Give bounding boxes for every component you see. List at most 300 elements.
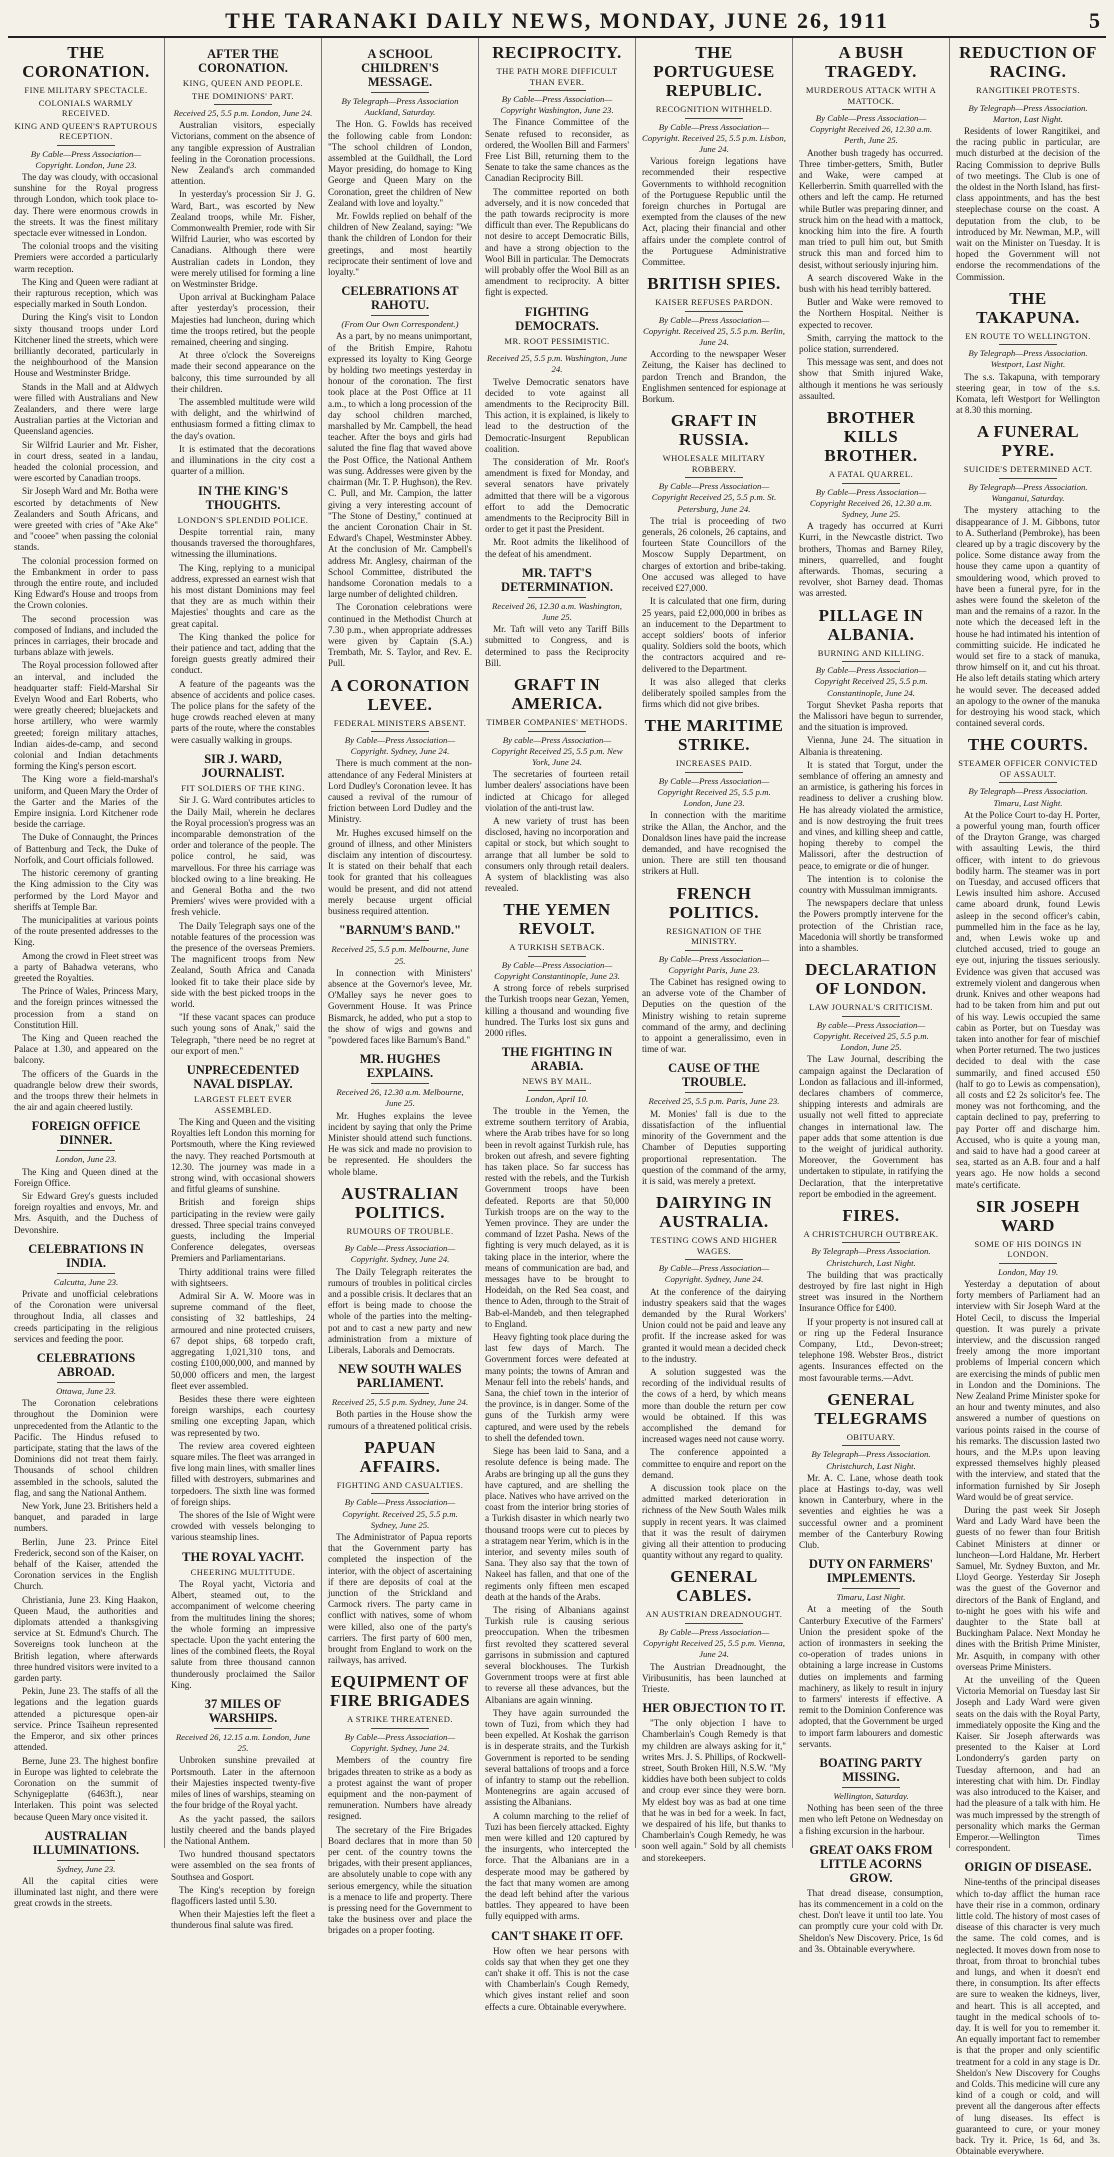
divider-rule: [842, 1242, 900, 1243]
divider-rule: [685, 1259, 743, 1260]
article-paragraph: The trial is proceeding of two generals, 26 colonels, 26 captains, and fourteen State Councillors of the Moscow Supply Department, on charges of extortion and bribe-taking. One accused was alleged to have received £27,000.: [642, 515, 786, 594]
article-paragraph: If your property is not insured call at or ring up the Federal Insurance Company, Ltd., Devon-street; telephone 198. Webster Bros., district agents. Insurances effected on the most favourable terms.—Advt.: [799, 1316, 943, 1383]
article-paragraph: The King's reception by foreign flagofficers lasted until 5.30.: [171, 1884, 315, 1906]
article-headline: PILLAGE IN ALBANIA.: [818, 605, 924, 644]
article: [328, 1362, 472, 1432]
article-dateline: Received 25, 5.5 p.m. Melbourne, June 25.: [331, 944, 469, 966]
article-subheadline: RECOGNITION WITHHELD.: [655, 104, 773, 114]
article-paragraph: It is estimated that the decorations and illuminations in the city cost a quarter of a million.: [171, 443, 315, 477]
article: [14, 1829, 158, 1910]
divider-rule: [842, 1445, 900, 1446]
article-paragraph: Admiral Sir A. W. Moore was in supreme command of the fleet, consisting of 32 battleships, 24 armoured and nine protected cruisers, 67 depot ships, 68 torpedo craft, aggregating 1,021,310 tons, and costing £100,000,000, and manned by 50,000 officers and men, the largest fleet ever assembled.: [171, 1291, 315, 1391]
article-subheadline: CAN'T SHAKE IT OFF.: [491, 1928, 623, 1943]
article-paragraph: Vienna, June 24. The situation in Albania is threatening.: [799, 735, 943, 757]
article-paragraph: The building that was practically destroyed by fire last night in High street was insured in the Northern Insurance Office for £400.: [799, 1269, 943, 1314]
article-subheadline: MURDEROUS ATTACK WITH A MATTOCK.: [805, 85, 937, 106]
article-paragraph: The review area covered eighteen square miles. The fleet was arranged in five long main lines, with smaller lines filled with destroyers, submarines and torpedoers. The sixth line was formed of foreign ships.: [171, 1440, 315, 1507]
article: [485, 1929, 629, 2013]
article-dateline: (From Our Own Correspondent.): [341, 319, 459, 330]
article-subheadline: FOREIGN OFFICE DINNER.: [31, 1119, 141, 1148]
article-paragraph: New York, June 23. Britishers held a banquet, and paraded in large numbers.: [14, 1501, 158, 1534]
article-dateline: By Cable—Press Association—Copyright Received 25, 5.5 p.m. Vienna, June 24.: [642, 1626, 786, 1660]
article-paragraph: They have again surrounded the town of Tuzi, from which they had been expelled. At Koshak the garrison is in desperate straits, and the Turkish Government is reported to be sending several battalions of troops and a force of infantry to stamp out the rebellion. Montenegrins are again accused of assisting the Albanians.: [485, 1707, 629, 1808]
article-paragraph: The Law Journal, describing the campaign against the Declaration of London as fallacious and ill-informed, declares chambers of commerce, shipping interests and admirals are usually not well fitted to appreciate changes in international law. The paper adds that some attention is due to the weight of juridical authority. Moreover, the Government has undertaken to stipulate, in ratifying the Declaration, that the interpretative report be embodied in the agreement.: [799, 1054, 943, 1199]
article-subheadline: FIGHTING DEMOCRATS.: [515, 304, 599, 333]
article: [485, 1045, 629, 1922]
divider-rule: [685, 118, 743, 119]
article: [14, 1119, 158, 1235]
article-headline: FRENCH POLITICS.: [669, 883, 759, 922]
divider-rule: [214, 1728, 272, 1729]
article-dateline: By Cable—Press Association—Copyright Received 26, 12.30 a.m. Perth, June 25.: [809, 113, 933, 146]
article-paragraph: A search discovered Wake in the bush with his head terribly battered.: [799, 272, 943, 295]
article-paragraph: "If these vacant spaces can produce such young sons of Anak," said the Telegraph, "there need be no regret at our export of men.": [171, 1012, 315, 1056]
article: [799, 1843, 943, 1955]
article-paragraph: Various foreign legations have recommended their respective Governments to withhold recognition of the Portuguese Republic until the foreign churches in Portugal are exempted from the clauses of the new Act, placing their financial and other affairs under the complete control of the Portuguese Administrative Committee.: [642, 156, 786, 267]
article-paragraph: According to the newspaper Weser Zeitung, the Kaiser has declined to pardon Trench and Brandon, the Englishmen sentenced for espionage at Borkum.: [642, 349, 786, 405]
divider-rule: [528, 1090, 586, 1091]
article-headline: THE COURTS.: [967, 735, 1089, 755]
article-headline: THE YEMEN REVOLT.: [503, 900, 611, 939]
article-dateline: By Telegraph—Press Association. Westport, Last Night.: [968, 348, 1088, 370]
article-paragraph: Mr. Taft will veto any Tariff Bills submitted to Congress, and is determined to pass the Reciprocity Bill.: [485, 624, 629, 668]
divider-rule: [214, 104, 272, 105]
article-paragraph: Yesterday a deputation of about forty members of Parliament had an interview with Sir Joseph Ward at the Hotel Cecil, to discuss the Imperial question. It was purely a private interview, and the discussion ranged freely among the more important problems of Imperial concern which are exercising the minds of public men in London and the Dominions. The New Zealand Prime Minister spoke for an hour and twenty minutes, and also answered a number of questions on various points raised in the course of his remarks. The discussion lasted two hours, and the M.P.s upon leaving expressed themselves highly pleased with the interview, and stated that the information furnished by Sir Joseph Ward would be of great service.: [956, 1278, 1100, 1502]
article-subheadline: LARGEST FLEET EVER ASSEMBLED.: [193, 1094, 293, 1115]
article: [171, 1550, 315, 1692]
divider-rule: [842, 1016, 900, 1017]
article-subheadline: 37 MILES OF WARSHIPS.: [204, 1697, 282, 1726]
article-subheadline: KING AND QUEEN'S RAPTUROUS RECEPTION.: [14, 120, 158, 141]
article-paragraph: The historic ceremony of granting the King admission to the City was performed by the Lord Mayor and sheriffs at Temple Bar.: [14, 868, 158, 912]
article-subheadline: A SCHOOL CHILDREN'S MESSAGE.: [361, 47, 439, 89]
article-paragraph: A discussion took place on the admitted marked deterioration in richness of the New South Wales milk supply in recent years. It was claimed that it was the result of dairymen giving all their attention to producing quantity without any regard to quality.: [642, 1482, 786, 1561]
article-dateline: By Telegraph—Press Association. Marton, Last Night.: [968, 102, 1088, 124]
article-paragraph: The Royal procession followed after an interval, and included the headquarter staff: Field-Marshal Sir Evelyn Wood and Earl Roberts, who were greatly cheered; bluejackets and horse artillery, who were warmly greeted; foreign military attaches, Indian aides-de-camp, and second colonial and Indian detachments forming the King's person escort.: [14, 660, 158, 772]
article-subheadline: TESTING COWS AND HIGHER WAGES.: [650, 1235, 778, 1256]
divider-rule: [528, 597, 586, 598]
article-paragraph: The intention is to colonise the country with Mussulman immigrants.: [799, 873, 943, 895]
article-subheadline: TIMBER COMPANIES' METHODS.: [486, 717, 628, 728]
article-paragraph: During the past week Sir Joseph Ward and Lady Ward have been the guests of no fewer than four British Cabinet Ministers at dinner or luncheon—Lord Haldane, Mr. Herbert Samuel, Mr. Sydney Buxton, and Mr. Lloyd George. Yesterday Sir Joseph was the guest of the Governor and directors of the Bank of England, and to-night he goes with his wife and daughter to the State ball at Buckingham Palace. Next Monday he dines with the British Prime Minister, Mr. Asquith, in company with other overseas Prime Ministers.: [956, 1505, 1100, 1672]
article-dateline: Received 25, 5.5 p.m. London, June 24.: [173, 108, 313, 118]
article-dateline: By cable—Press Association—Copyright Received 25, 5.5 p.m. New York, June 24.: [491, 734, 623, 767]
divider-rule: [842, 1787, 900, 1788]
article: [642, 1701, 786, 1864]
article-dateline: By Cable—Press Association—Copyright Received 25, 5.5 p.m. London, June 23.: [657, 775, 771, 809]
article-paragraph: Sir Edward Grey's guests included foreign royalties and envoys, Mr. and Mrs. Asquith, and the Duchess of Devonshire.: [14, 1190, 158, 1235]
article: [642, 1567, 786, 1695]
article-paragraph: Nine-tenths of the principal diseases which to-day afflict the human race have their rise in a common, ordinary little cold. The history of most cases of disease of this character is very much the same. The cold comes, and is neglected. It moves down from nose to throat, from throat to bronchial tubes and lungs, and when it doesn't end there, in consumption. Its after effects are sure to weaken the kidneys, liver, and heart. This is all accepted, and taught in the medical schools of to-day. It is well for you to remember it. An equally important fact to remember is that the proper and only scientific treatment for a cold in any stage is Dr. Sheldon's New Discovery for Coughs and Colds. This medicine will cure any kind of a cough or cold, and will prevent all the dangerous after effects of lung diseases. Its effect is guaranteed to cure, or your money back. Try it. Price, 1s 6d, and 3s. Obtainable everywhere.: [956, 1877, 1100, 2157]
divider-rule: [842, 1588, 900, 1589]
divider-rule: [528, 90, 586, 91]
article-paragraph: Smith, carrying the mattock to the police station, surrendered.: [799, 332, 943, 355]
article-subheadline: CAUSE OF THE TROUBLE.: [668, 1061, 760, 1090]
divider-rule: [57, 1273, 115, 1274]
article-dateline: By cable—Press Association—Copyright. Received 25, 5.5 p.m. London, June 25.: [813, 1019, 929, 1053]
article-paragraph: The Cabinet has resigned owing to an adverse vote of the Chamber of Deputies on the question of the Ministry wishing to retain supreme command of the army, and declining to appoint a generalissimo, even in time of war.: [642, 977, 786, 1055]
article-paragraph: During the King's visit to London sixty thousand troops under Lord Kitchener lined the streets, which were brilliantly decorated, particularly in the neighbourhood of the Mansion House and Westminster Bridge.: [14, 312, 158, 379]
article-paragraph: In connection with Ministers' absence at the Governor's levee, Mr. O'Malley says he never goes to Government House. It was Prince Bismarck, he added, who put a stop to the show of wigs and gowns and "powdered faces like Barnum's Band.": [328, 967, 472, 1045]
article-paragraph: Both parties in the House show the rumours of a threatened political crisis.: [328, 1409, 472, 1431]
article: [956, 422, 1100, 729]
article-paragraph: A tragedy has occurred at Kurri Kurri, in the Newcastle district. Two brothers, Thomas and Barney Riley, miners, quarrelled, and fought afterwards. Thomas, securing a revolver, shot Barney dead. Thomas was arrested.: [799, 521, 943, 599]
article-headline: A FUNERAL PYRE.: [976, 422, 1080, 461]
article-paragraph: The municipalities at various points of the route presented addresses to the King.: [14, 914, 158, 948]
divider-rule: [371, 1083, 429, 1084]
article-paragraph: The King thanked the police for their patience and tact, adding that the foreign guests greatly admired their conduct.: [171, 631, 315, 676]
article: [799, 960, 943, 1200]
article-paragraph: Sir Wilfrid Laurier and Mr. Fisher, in court dress, seated in a landau, headed the colonial procession, and were escorted by Canadian troops.: [14, 439, 158, 484]
article-headline: GRAFT IN RUSSIA.: [670, 411, 758, 450]
divider-rule: [999, 99, 1057, 100]
article: [799, 1557, 943, 1750]
divider-rule: [685, 772, 743, 773]
article-paragraph: The King wore a field-marshal's uniform, and Queen Mary the Order of the Garter and the Maries of the Empire insignia. Lord Kitchener rode beside the carriage.: [14, 774, 158, 830]
article-subheadline: EN ROUTE TO WELLINGTON.: [965, 330, 1091, 341]
divider-rule: [685, 1623, 743, 1624]
article-subheadline: RESIGNATION OF THE MINISTRY.: [666, 925, 762, 947]
article-subheadline: RUMOURS OF TROUBLE.: [346, 1225, 454, 1236]
article-paragraph: This message was sent, and does not show that Smith injured Wake, although it mentions he was seriously assaulted.: [799, 357, 943, 401]
article-headline: REDUCTION OF RACING.: [959, 43, 1097, 81]
article-paragraph: Twelve Democratic senators have decided to vote against all amendments to the Reciprocity Bill. This action, it is explained, is likely to lead to the destruction of the Democratic-Insurgent Republican coalition.: [485, 376, 629, 454]
article-headline: THE PORTUGUESE REPUBLIC.: [653, 43, 775, 100]
article-dateline: By Telegraph—Press Association. Wanganui, Saturday.: [968, 481, 1088, 504]
divider-rule: [999, 1263, 1057, 1264]
article: [956, 1860, 1100, 2157]
article-paragraph: Despite torrential rain, many thousands traversed the thoroughfares, witnessing the illuminations.: [171, 527, 315, 560]
article: [171, 752, 315, 1057]
article-dateline: By Cable—Press Association—Copyright. Sydney, June 24.: [344, 1243, 456, 1265]
article-paragraph: The Prince of Wales, Princess Mary, and the foreign princes witnessed the procession from a stand on Constitution Hill.: [14, 986, 158, 1030]
article-subheadline: NEW SOUTH WALES PARLIAMENT.: [338, 1362, 462, 1391]
article-paragraph: The Coronation celebrations were continued in the Methodist Church at 7.30 p.m., when appropriate addresses were given by Captain (S.A.) Trembath, Mr. S. Taylor, and Rev. E. Pull.: [328, 602, 472, 669]
article-headline: DECLARATION OF LONDON.: [805, 960, 937, 999]
article-paragraph: As the yacht passed, the sailors lustily cheered and the bands played the National Anthem.: [171, 1813, 315, 1846]
article-subheadline: NEWS BY MAIL.: [522, 1076, 592, 1087]
article: [956, 43, 1100, 283]
article-paragraph: In yesterday's procession Sir J. G. Ward, Bart., was escorted by New Zealand troops, while Mr. Fisher, Commonwealth Premier, rode with Sir Wilfrid Laurier, who was escorted by Canadians. Although there were Australian cadets in London, they were merely utilised for forming a line on Westminster Bridge.: [171, 189, 315, 290]
article-dateline: By Cable—Press Association—Copyright. Received 25, 5.5 p.m. Berlin, June 24.: [643, 314, 785, 348]
article-paragraph: The s.s. Takapuna, with temporary steering gear, in tow of the s.s. Komata, left Westport for Wellington at 8.30 this morning.: [956, 371, 1100, 416]
article-dateline: By Cable—Press Association—Copyright. Received 25, 5.5 p.m. Lisbon, June 24.: [642, 121, 786, 154]
article: [485, 566, 629, 669]
article-subheadline: A TURKISH SETBACK.: [509, 942, 605, 953]
masthead-title: THE TARANAKI DAILY NEWS, MONDAY, JUNE 26, 1911: [225, 8, 889, 33]
article-paragraph: Residents of lower Rangitikei, and the racing public in particular, are much disturbed at the decision of the Racing Commission to deprive Bulls of two meetings. The Club is one of the oldest in the North Island, has first-class appointments, and has the best steeplechase course on the coast. A deputation from the club, to be introduced by Mr. Newman, M.P., will wait on the Minister on Tuesday. It is hoped the Government will not endorse the recommendations of the Commission.: [956, 125, 1100, 282]
article-paragraph: At three o'clock the Sovereigns made their second appearance on the balcony, this time surrounded by all their children.: [171, 350, 315, 394]
article: [328, 47, 472, 278]
article-headline: PAPUAN AFFAIRS.: [359, 1437, 441, 1476]
article-dateline: By Telegraph—Press Association. Christchurch, Last Night.: [811, 1449, 931, 1471]
article: [14, 1351, 158, 1823]
article-headline: THE MARITIME STRIKE.: [644, 716, 784, 755]
divider-rule: [685, 950, 743, 951]
article-headline: A CORONATION LEVEE.: [330, 675, 470, 714]
article-paragraph: The King and Queen were radiant at their rapturous reception, which was especially marked in South London.: [14, 276, 158, 310]
divider-rule: [57, 145, 115, 146]
article-headline: GRAFT IN AMERICA.: [511, 675, 603, 714]
article-dateline: By Cable—Press Association—Copyright. Sydney, June 24.: [658, 1263, 770, 1285]
article-headline: BROTHER KILLS BROTHER.: [824, 408, 918, 466]
article: [799, 408, 943, 600]
divider-rule: [371, 1728, 429, 1729]
article-subheadline: FINE MILITARY SPECTACLE.: [24, 85, 148, 95]
article-paragraph: The mystery attaching to the disappearance of J. M. Gibbons, tutor to A. Sutherland (Pembroke), has been cleared up by a tragic discovery by the police. Some distance away from the house they came upon a quantity of smouldering wood, which proved to have been a funeral pyre, for in the ashes were found the skeleton of the man and the remains of a razor. In the note which the deceased left in the house he had intimated his intention of committing suicide. He indicated he would set fire to a stack of manuka, throw himself on it, and cut his throat. He also left details stating which artery he would sever. The deceased added an apology to the owner of the manuka for destroying his wood stack, which contained several cords.: [956, 505, 1100, 729]
article-dateline: London, May 19.: [997, 1266, 1059, 1277]
article-paragraph: A feature of the pageants was the absence of accidents and police cases. The police plans for the safety of the huge crowds reached eleven at many parts of the route, where the constables were casually walking in groups.: [171, 678, 315, 745]
article-subheadline: KING, QUEEN AND PEOPLE.: [182, 78, 304, 88]
article: [642, 274, 786, 405]
article-subheadline: A FATAL QUARREL.: [828, 469, 914, 480]
article-subheadline: RANGITIKEI PROTESTS.: [976, 85, 1080, 95]
article-subheadline: HER OBJECTION TO IT.: [642, 1701, 786, 1716]
article: [328, 1184, 472, 1357]
article-paragraph: The shores of the Isle of Wight were crowded with vessels belonging to various steamship lines.: [171, 1509, 315, 1543]
article-paragraph: How often we hear persons with colds say that when they get one they can't shake it off. This is not the case with Chamberlain's Cough Remedy, which gives instant relief and soon effects a cure. Obtainable everywhere.: [485, 1945, 629, 2012]
article-paragraph: The committee reported on both adversely, and it is now conceded that the path towards reciprocity is more difficult than ever. The Republicans do not desire to accept Democratic Bills, and have a strong objection to the Wool Bill in particular. The Democrats will probably offer the Wool Bill as an amendment to reciprocity. A bitter fight is expected.: [485, 186, 629, 298]
column-5: [635, 38, 792, 1863]
article: [485, 305, 629, 560]
article-subheadline: ORIGIN OF DISEASE.: [964, 1860, 1092, 1875]
article-paragraph: Berlin, June 23. Prince Eitel Frederick, second son of the Kaiser, on behalf of the Kaiser, attended the Coronation services in the English Church.: [14, 1536, 158, 1592]
article: [642, 1193, 786, 1561]
article-subheadline: THE PATH MORE DIFFICULT THAN EVER.: [496, 66, 618, 87]
article-paragraph: The trouble in the Yemen, the extreme southern territory of Arabia, where the Arab tribes have for so long been in revolt against Turkish rule, has broken out afresh, and severe fighting has taken place. So far success has rested with the rebels, and the Turkish Government troops have been defeated. Reports are that 50,000 Turkish troops are on the way to the Yemen province. They are under the command of Izzet Pasha. News of the fighting is very much delayed, as it is taking place in the interior, where the means of communication are bad, and messages have to be brought to Hodeidah, on the Red Sea coast, and thence to Aden, through to the Strait of Bab-el-Mandeb, and then telegraphed to England.: [485, 1106, 629, 1329]
article-paragraph: "The only objection I have to Chamberlain's Cough Remedy is that my children are always asking for it," writes Mrs. J. S. Phillips, of Rockwell-street, South Broken Hill, N.S.W. "My kiddies have both been subject to colds and croup ever since they were born. My eldest boy was as bad at one time that he was in bed for a week. In fact, we despaired of his life, but thanks to Chamberlain's Cough Remedy, he was soon well again." Sold by all chemists and storekeepers.: [642, 1718, 786, 1863]
article-subheadline: STEAMER OFFICER CONVICTED OF ASSAULT.: [958, 758, 1098, 779]
article-dateline: Received 25, 5.5 p.m. Paris, June 23.: [648, 1096, 780, 1107]
article-paragraph: Siege has been laid to Sana, and a resolute defence is being made. The Arabs are bringing up all the guns they have captured, and are shelling the place. Natives who have arrived on the coast from the interior bring stories of a Turkish disaster in which nearly two thousand troops were cut to pieces by a stratagem near Yerim, which is in the interior, and seventy miles south of Sana. They also say that the town of Nakeel has fallen, and that one of the regiments only fifteen men escaped death at the hands of the Arabs.: [485, 1446, 629, 1602]
article-subheadline: CELEBRATIONS ABROAD.: [36, 1351, 136, 1379]
divider-rule: [371, 1493, 429, 1494]
article: [799, 1390, 943, 1551]
divider-rule: [371, 92, 429, 93]
article-dateline: By Cable—Press Association—Copyright. Sydney, June 24.: [344, 1731, 456, 1754]
article-paragraph: Mr. Hughes excused himself on the ground of illness, and other Ministers disclaim any intention of discourtesy. It is stated on their behalf that each took for granted that his colleagues would be present, and did not attend merely because urgent official business required attention.: [328, 827, 472, 917]
article-subheadline: MR. ROOT PESSIMISTIC.: [504, 335, 610, 346]
article: [642, 716, 786, 877]
article-paragraph: The Administrator of Papua reports that the Government party has completed the inspection of the interior, with the object of ascertaining if there are deposits of coal at the junction of the Strickland and Carmock rivers. The party came in conflict with natives, some of whom were killed, also one of the party's carriers. The first party of 600 men, brought from England to work on the railways, has arrived.: [328, 1532, 472, 1666]
article-dateline: By Cable—Press Association—Copyright Washington, June 23.: [500, 94, 614, 116]
article-headline: DAIRYING IN AUSTRALIA.: [656, 1193, 772, 1232]
article-dateline: By Telegraph—Press Association. Timaru, Last Night.: [968, 786, 1088, 808]
article-paragraph: The Duke of Connaught, the Princes of Battenburg and Teck, the Duke of Norfolk, and Court officials followed.: [14, 832, 158, 865]
column-2: [164, 38, 321, 1931]
article-subheadline: A STRIKE THREATENED.: [347, 1714, 453, 1725]
article-dateline: By Cable—Press Association—Copyright Received 26, 12.30 a.m. Sydney, June 25.: [809, 486, 933, 519]
article-paragraph: A new variety of trust has been disclosed, having no incorporation and capital or stock, but which sought to arrange that all lumber be sold to consumers only through retail dealers. A system of blacklisting was also revealed.: [485, 815, 629, 894]
article-dateline: Received 26, 12.30 a.m. Washington, June 25.: [492, 600, 622, 623]
article-paragraph: Pekin, June 23. The staffs of all the legations and the legation guards attended a picturesque open-air service. Prince Tsaiheun represented the Emperor, and six other princes attended.: [14, 1686, 158, 1753]
article-subheadline: UNPRECEDENTED NAVAL DISPLAY.: [186, 1063, 300, 1092]
article-paragraph: The conference appointed a committee to enquire and report on the demand.: [642, 1447, 786, 1480]
divider-rule: [371, 315, 429, 316]
columns: [8, 38, 1106, 2157]
column-4: [478, 38, 635, 2012]
article-subheadline: KAISER REFUSES PARDON.: [655, 297, 773, 308]
article-paragraph: Mr. Hughes explains the levee incident by saying that only the Prime Minister should attend such functions. He was sick and made no provision to be represented. He shoulders the whole blame.: [328, 1110, 472, 1177]
article-paragraph: Nothing has been seen of the three men who left Petone on Wednesday on a fishing excursion in the harbour.: [799, 1803, 943, 1836]
divider-rule: [685, 1092, 743, 1093]
article: [14, 1242, 158, 1345]
article-paragraph: The King, replying to a municipal address, expressed an earnest wish that his most distant Dominions may feel that they are as much within their Majesties' thoughts and care as the great capital.: [171, 562, 315, 629]
article-paragraph: A strong force of rebels surprised the Turkish troops near Gezan, Yemen, killing a thousand and wounding five hundred. The Turks lost six guns and 2000 rifles.: [485, 983, 629, 1039]
article-paragraph: A column marching to the relief of Tuzi has been fiercely attacked. Eighty men were killed and 120 captured by the insurgents, who intercepted the force. That the Albanians are in a desperate mood may be gathered by the fact that many women are among the dead left behind after the various battles. They appeared to have been fully equipped with arms.: [485, 1810, 629, 1922]
article-headline: AUSTRALIAN POLITICS.: [341, 1183, 459, 1222]
article: [956, 735, 1100, 1190]
article-dateline: Received 25, 5.5 p.m. Washington, June 24.: [487, 353, 627, 375]
article-subheadline: CELEBRATIONS AT RAHOTU.: [341, 284, 459, 313]
article-paragraph: The newspapers declare that unless the Powers promptly intervene for the protection of the Christian race, Macedonia will shortly be transformed into a shambles.: [799, 898, 943, 953]
article-subheadline: THE DOMINIONS' PART.: [192, 90, 294, 101]
article-subheadline: BOATING PARTY MISSING.: [819, 1756, 923, 1785]
article-paragraph: Christiania, June 23. King Haakon, Queen Maud, the authorities and diplomats attended a thanksgiving service at St. Edmund's Church. The Sovereigns took luncheon at the British legation, where afterwards three hundred visitors were invited to a garden party.: [14, 1594, 158, 1684]
divider-rule: [842, 483, 900, 484]
article-dateline: London, June 23.: [55, 1154, 117, 1165]
divider-rule: [57, 1382, 115, 1383]
article-paragraph: The colonial troops and the visiting Premiers were accorded a particularly warm reception.: [14, 241, 158, 274]
article: [799, 1206, 943, 1384]
article-subheadline: FIT SOLDIERS OF THE KING.: [181, 782, 305, 793]
article-paragraph: Sir Joseph Ward and Mr. Botha were escorted by detachments of New Zealanders and South Africans, and were greeted with cries of "Ake Ake" and "cooee" when passing the colonial stands.: [14, 486, 158, 553]
article: [485, 900, 629, 1039]
article-paragraph: Mr. Root admits the likelihood of the defeat of his amendment.: [485, 537, 629, 559]
article-dateline: By Cable—Press Association—Copyright Received 25, 5.5 p.m. Constantinople, June 24.: [814, 665, 928, 698]
article-dateline: By Cable—Press Association—Copyright Constantinople, June 23.: [494, 959, 620, 982]
article-subheadline: WHOLESALE MILITARY ROBBERY.: [662, 453, 766, 474]
article-dateline: Received 25, 5.5 p.m. Sydney, June 24.: [331, 1397, 469, 1408]
article-paragraph: The second procession was composed of Indians, and included the princes in carriages, their brocade and turbans ablaze with jewels.: [14, 613, 158, 658]
article-paragraph: All the capital cities were illuminated last night, and there were great crowds in the streets.: [14, 1875, 158, 1909]
article-dateline: By Cable—Press Association—Copyright. London, June 23.: [30, 148, 142, 170]
article-subheadline: AUSTRALIAN ILLUMINATIONS.: [32, 1828, 140, 1857]
article-headline: FIRES.: [842, 1205, 900, 1225]
article-paragraph: Private and unofficial celebrations of the Coronation were universal throughout India, all classes and creeds participating in the religious services and feeding the poor.: [14, 1288, 158, 1344]
article-paragraph: The Daily Telegraph says one of the notable features of the procession was the presence of the overseas Premiers. The magnificent troops from New Zealand, South Africa and Canada looked fit to take their place side by side with the best picked troops in the world.: [171, 920, 315, 1010]
article-paragraph: Among the crowd in Fleet street was a party of Bahadwa veterans, who greeted the Royalties.: [14, 950, 158, 983]
divider-rule: [528, 731, 586, 732]
article-paragraph: The day was cloudy, with occasional sunshine for the Royal progress through London, which took place to-day. There were enormous crowds in the streets. It was the finest military spectacle ever witnessed in London.: [14, 171, 158, 238]
article-paragraph: Besides these there were eighteen foreign warships, each courtesy smiling one excepting Japan, which was represented by two.: [171, 1393, 315, 1438]
article-paragraph: Torgut Shevket Pasha reports that the Malissori have begun to surrender, and the situation is improved.: [799, 699, 943, 733]
article-subheadline: INCREASES PAID.: [675, 758, 753, 769]
article-paragraph: Sir J. G. Ward contributes articles to the Daily Mail, wherein he declares the Royal procession's progress was an incomparable demonstration of the order and tolerance of the people. The police control, he said, was marvellous. For three his carriage was blocked owing to a line breaking. He and General Botha and the two Premiers' wives were provided with a fresh vehicle.: [171, 795, 315, 918]
article-paragraph: A solution suggested was the recording of the individual results of the cows of a herd, by which means more than double the return per cow would be obtained. If this was accomplished the demand for increased wages need not cause worry.: [642, 1366, 786, 1445]
article: [642, 1061, 786, 1187]
article-dateline: By Cable—Press Association—Copyright Paris, June 23.: [658, 953, 770, 975]
article-paragraph: The Royal yacht, Victoria and Albert, steamed out, to the accompaniment of welcome cheering from the multitudes lining the shores; the whole forming an impressive spectacle. Upon the yacht entering the lines of the combined fleets, the Royal salute from three thousand cannon thunderously proclaimed the Sailor King.: [171, 1579, 315, 1690]
article: [642, 884, 786, 1056]
article-subheadline: COLONIALS WARMLY RECEIVED.: [38, 97, 134, 118]
divider-rule: [371, 1393, 429, 1394]
article-paragraph: It is calculated that one firm, during 25 years, paid £2,000,000 in bribes as an inducement to the Department to accept soldiers' boots of inferior quality. Soldiers sold the boots, which the contractors acquired and re-delivered to the Department.: [642, 596, 786, 674]
article: [328, 923, 472, 1046]
article: [956, 289, 1100, 417]
article: [328, 284, 472, 669]
article-paragraph: The secretaries of fourteen retail lumber dealers' associations have been indicted at Chicago for alleged violation of the anti-trust law.: [485, 769, 629, 813]
divider-rule: [842, 109, 900, 110]
article-headline: SIR JOSEPH WARD: [976, 1196, 1080, 1235]
divider-rule: [57, 1860, 115, 1861]
article-paragraph: As a part, by no means unimportant, of the British Empire, Rahotu expressed its loyalty to King George by holding two meetings yesterday in honour of the coronation. The first took place at the Post Office at 11 a.m., to which a long procession of the day school children marched, marshalled by Mr. Campbell, the head teacher. After the boys and girls had saluted the fine flag that waved above the Post Office, the National Anthem was sung. Addresses were given by the chairman (Mr. T. P. Hughson), the Rev. C. Pull, and Mr. Campion, the latter giving a very interesting account of "The Stone of Destiny," continued at the ancient Coronation Chair in St. Edward's Chapel, Westminster Abbey. At the conclusion of Mr. Campbell's address Mr. Anglesy, chairman of the School Committee, distributed the handsome Coronation medals to a large number of delighted children.: [328, 331, 472, 600]
article-headline: GENERAL CABLES.: [670, 1567, 758, 1606]
masthead: [8, 6, 1106, 38]
article: [328, 676, 472, 918]
article-paragraph: British and foreign ships participating in the review were gaily dressed. Three special trains conveyed guests, including the Imperial Conference delegates, overseas Premiers and Parliamentarians.: [171, 1197, 315, 1264]
article-paragraph: The Austrian Dreadnought, the Viribusunitis, has been launched at Trieste.: [642, 1661, 786, 1694]
article-headline: EQUIPMENT OF FIRE BRIGADES: [329, 1672, 471, 1711]
divider-rule: [371, 940, 429, 941]
article-subheadline: SUICIDE'S DETERMINED ACT.: [963, 464, 1093, 475]
article-paragraph: Unbroken sunshine prevailed at Portsmouth. Later in the afternoon their Majesties inspected twenty-five miles of lines of warships, steaming on the four bridge of the Royal yacht.: [171, 1755, 315, 1811]
article: [485, 43, 629, 299]
column-3: [321, 38, 478, 1936]
article-paragraph: Berne, June 23. The highest bonfire in Europe was lighted to celebrate the Coronation on the summit of Schynigeplatte (6463ft.), near Interlaken. This point was selected because Queen Mary once visited it.: [14, 1755, 158, 1822]
divider-rule: [57, 1150, 115, 1151]
article-paragraph: It was also alleged that clerks deliberately spoiled samples from the firms which did not give bribes.: [642, 676, 786, 710]
article-paragraph: The rising of Albanians against Turkish rule is causing serious preoccupation. When the tribesmen first revolted they scattered several garrisons in submission and captured several blockhouses. The Turkish Government troops were at first able to reverse all these advances, but the Albanians are again winning.: [485, 1604, 629, 1705]
article: [642, 411, 786, 710]
divider-rule: [685, 477, 743, 478]
article-paragraph: The Daily Telegraph reiterates the rumours of troubles in political circles and a possible crisis. It declares that an effort is being made to choose the whole of the parties into the melting-pot and to cast a new party and new administration from a mixture of Liberals, Laborals and Democrats.: [328, 1266, 472, 1356]
article-subheadline: MR. HUGHES EXPLAINS.: [359, 1052, 441, 1081]
article-dateline: Received 26, 12.30 a.m. Melbourne, June 25.: [336, 1087, 464, 1109]
article-subheadline: AFTER THE CORONATION.: [198, 47, 288, 75]
article-dateline: By Cable—Press Association—Copyright. Sydney, June 24.: [344, 735, 456, 757]
article-dateline: By Cable—Press Association—Copyright Received 25, 5.5 p.m. St. Petersburg, June 24.: [651, 481, 777, 514]
article-subheadline: LONDON'S SPLENDID POLICE.: [177, 514, 309, 525]
article-headline: GENERAL TELEGRAMS: [814, 1389, 928, 1428]
article-paragraph: The colonial procession formed on the Embankment in order to pass through the entire route, and included King Edward's House and troops from the Crown colonies.: [14, 555, 158, 611]
article: [485, 675, 629, 894]
article-subheadline: THE FIGHTING IN ARABIA.: [501, 1045, 613, 1074]
article-paragraph: Another bush tragedy has occurred. Three timber-getters, Smith, Butler and Wake, were camped at Kellerberrin. Smith quarrelled with the others and left the camp. He returned while Butler was preparing dinner, and struck him on the head with a mattock, knocking him into the fire. A fourth man tried to pull him out, but Smith struck this man and forced him to desist, without seriously injuring him.: [799, 147, 943, 270]
article-paragraph: The King and Queen reached the Palace at 1.30, and appeared on the balcony.: [14, 1032, 158, 1066]
article-dateline: By Telegraph—Press Association. Christchurch, Last Night.: [811, 1246, 931, 1268]
article: [171, 1063, 315, 1544]
divider-rule: [371, 1239, 429, 1240]
article-paragraph: The King and Queen and the visiting Royalties left London this morning for Portsmouth, where the King reviewed the navy. They reached Portsmouth at 12.30. The journey was made in a strong wind, with occasional showers and fitful gleams of sunshine.: [171, 1117, 315, 1195]
article-paragraph: The Finance Committee of the Senate refused to reconsider, as ordered, the Woollen Bill and Farmers' Free List Bill, returning them to the Senate to take the same chances as the Canadian Reciprocity Bill.: [485, 117, 629, 184]
article: [956, 1197, 1100, 1855]
article-subheadline: SIR J. WARD, JOURNALIST.: [201, 751, 285, 780]
divider-rule: [528, 956, 586, 957]
article-subheadline: LAW JOURNAL'S CRITICISM.: [809, 1002, 933, 1013]
divider-rule: [999, 478, 1057, 479]
article-dateline: Sydney, June 23.: [56, 1863, 116, 1874]
article-paragraph: In connection with the maritime strike the Allan, the Anchor, and the Donaldson lines have paid the increase demanded, and have recognised the union. There are still ten thousand strikers at Hull.: [642, 810, 786, 877]
article-paragraph: Stands in the Mall and at Aldwych were filled with Australians and New Zealanders, and there were large Australian parties at the Victorian and Queensland agencies.: [14, 381, 158, 437]
article-paragraph: M. Monies' fall is due to the dissatisfaction of the influential minority of the Government and the Chamber of Deputies supporting proportional representation. The question of the command of the army, it is said, was merely a pretext.: [642, 1108, 786, 1186]
column-6: [792, 38, 949, 1954]
article-paragraph: When their Majesties left the fleet a thunderous final salute was fired.: [171, 1909, 315, 1931]
article-paragraph: At the conference of the dairying industry speakers said that the wages demanded by the Rural Workers' Union could not be paid and leave any profit. If the increase asked for was granted it would mean a decided check to the industry.: [642, 1286, 786, 1364]
article-paragraph: Australian visitors, especially Victorians, comment on the absence of any tangible expression of Australian feeling in the Coronation processions. New Zealand's arch commanded attention.: [171, 120, 315, 187]
article-subheadline: AN AUSTRIAN DREADNOUGHT.: [645, 1609, 783, 1620]
article-paragraph: The Coronation celebrations throughout the Dominion were unprecedented from the Atlantic to the Pacific. The Hindus refused to participate, stating that the laws of the Dominions did not treat them fairly. Thousands of school children assembled in the schools, saluted the flag, and sang the National Anthem.: [14, 1398, 158, 1498]
article-headline: THE CORONATION.: [22, 43, 150, 81]
article-paragraph: Heavy fighting took place during the last few days of March. The Government forces were defeated at many points; the towns of Amran and Menaur fell into the rebels' hands, and Sana, the chief town in the interior of the province, is in danger. Some of the guns of the Turkish army were captured, and were used by the rebels to shell the defended town.: [485, 1332, 629, 1443]
article-paragraph: Butler and Wake were removed to the Northern Hospital. Neither is expected to recover.: [799, 297, 943, 330]
article-paragraph: At the unveiling of the Queen Victoria Memorial on Tuesday last Sir Joseph and Lady Ward were given seats on the dais with the Royal Party, immediately opposite the King and the Kaiser. Sir Joseph afterwards was presented to the Kaiser at Lord Londonderry's garden party on Tuesday afternoon, and had an interesting chat with him. Dr. Findlay was also introduced to the Kaiser, and had the pleasure of a talk with him. He was much impressed by the strength of personality which marks the German Emperor.—Wellington Times correspondent.: [956, 1675, 1100, 1854]
article-paragraph: At a meeting of the South Canterbury Executive of the Farmers' Union the president spoke of the action of ironmasters in seeking the co-operation of trades unions in obtaining a large increase in Customs duties on implements and farming machinery, as likely to result in injury to farmers' interests if effective. A remit to the Dominion Conference was adopted, that the Government be urged to import farm labourers and domestic servants.: [799, 1604, 943, 1749]
article-paragraph: Mr. Fowlds replied on behalf of the children of New Zealand, saying: "We thank the children of London for their greetings, and most heartily reciprocate their sentiment of love and loyalty.": [328, 211, 472, 278]
article: [328, 1438, 472, 1667]
article-subheadline: DUTY ON FARMERS' IMPLEMENTS.: [808, 1557, 934, 1586]
article-subheadline: GREAT OAKS FROM LITTLE ACORNS GROW.: [809, 1842, 933, 1885]
